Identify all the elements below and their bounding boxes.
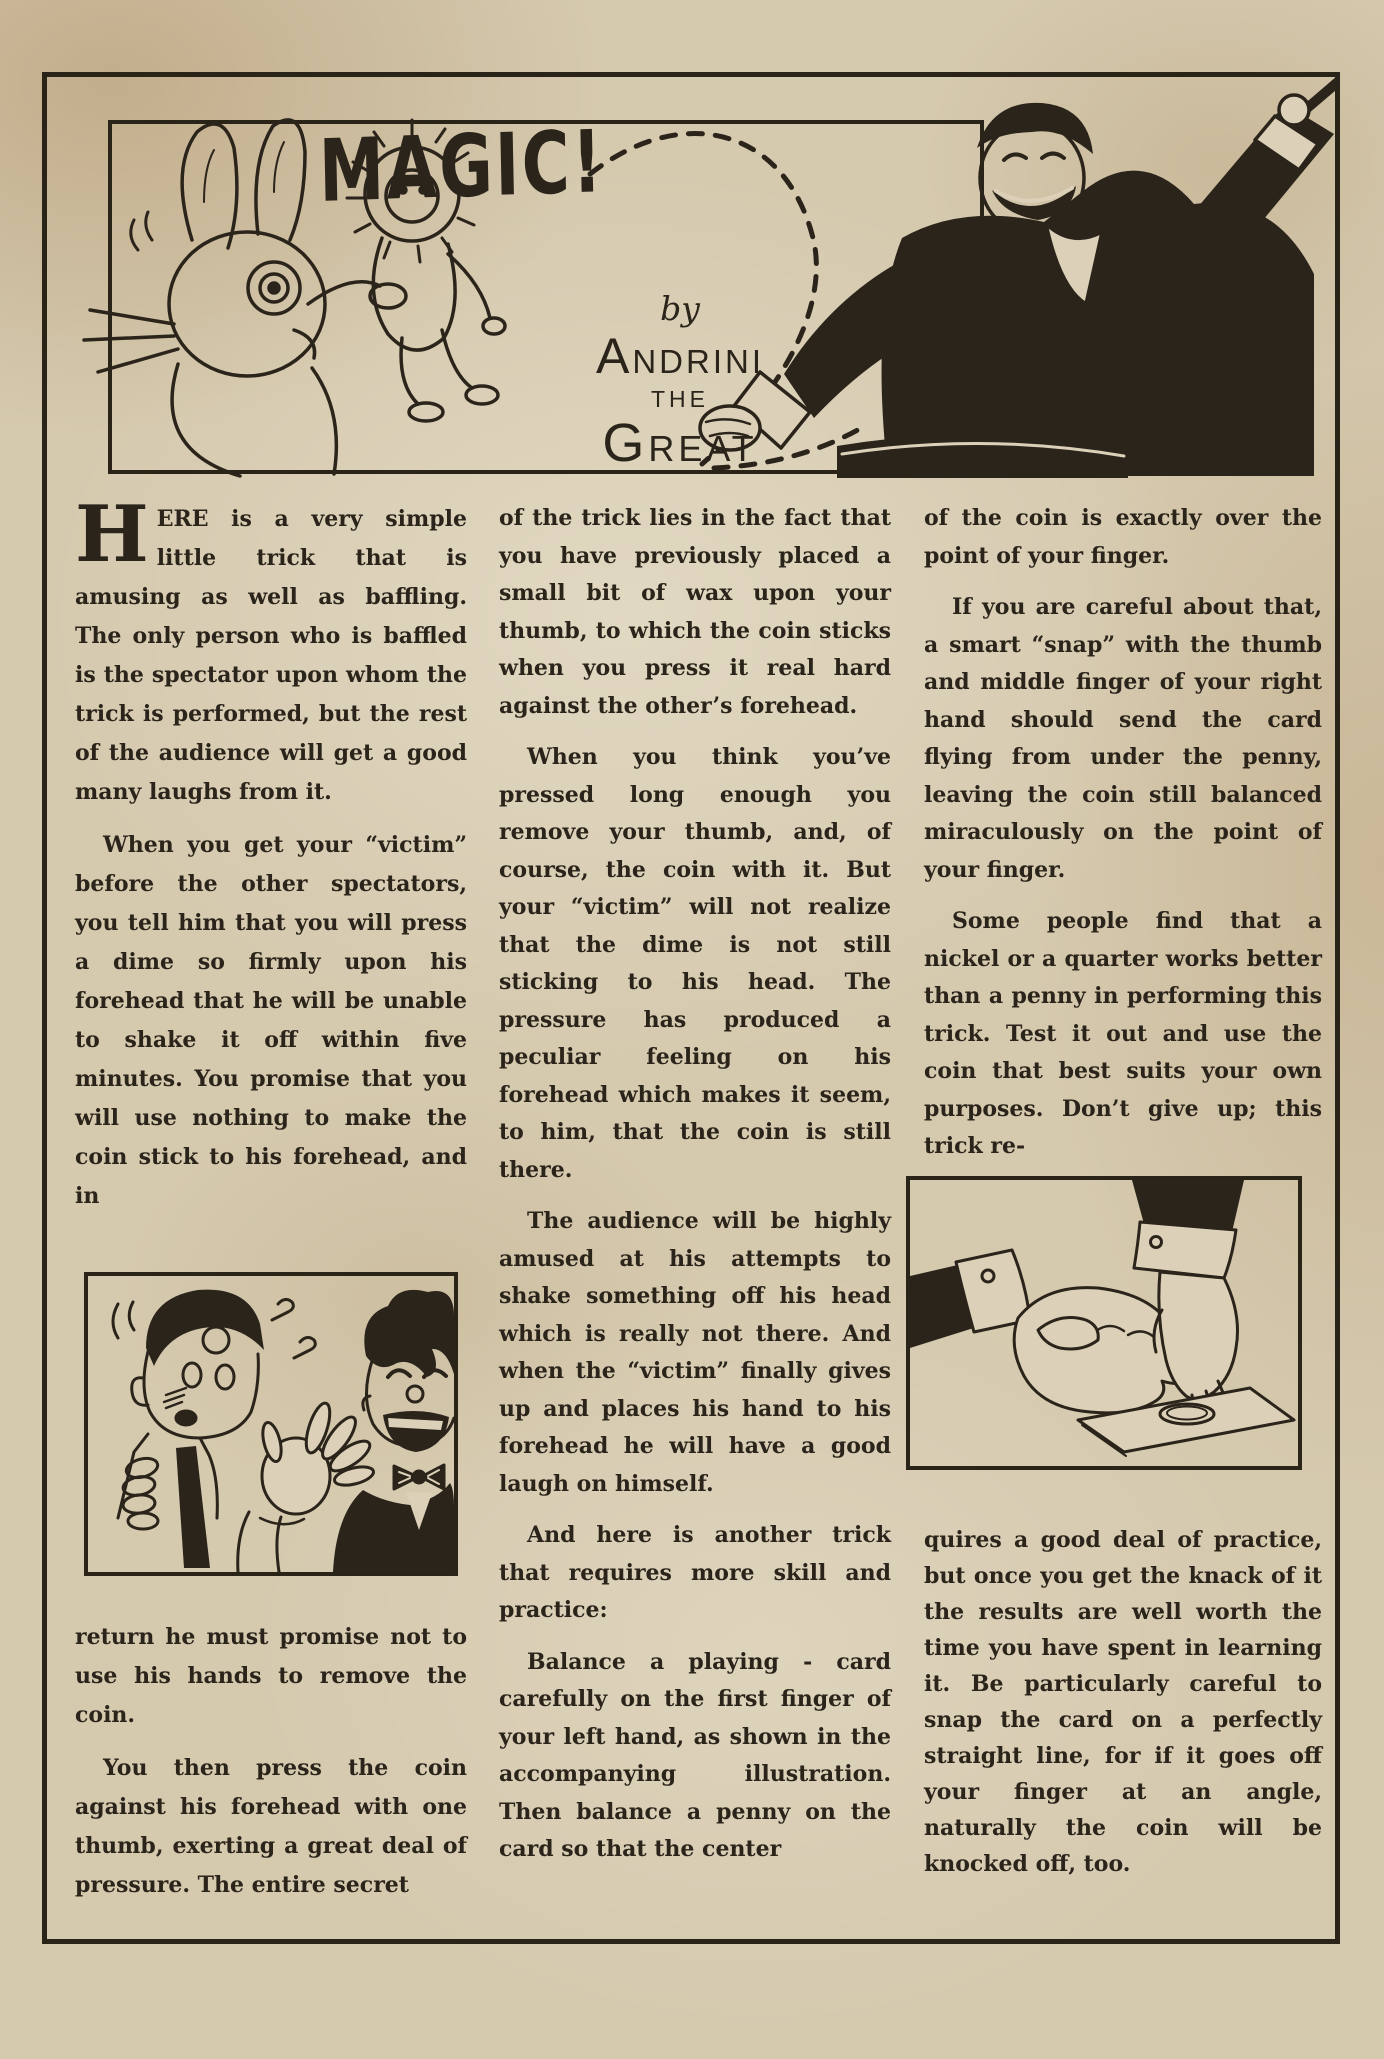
paragraph: The audience will be highly amused at his attempts to shake something off his head which is really not there. And when the “victim” finally gives up and places his hand to his forehead he will have a good laugh on himself. [499, 1208, 891, 1497]
byline-by: by [660, 289, 700, 328]
paragraph: You then press the coin against his forehead with one thumb, exerting a great deal of pressure. The entire secret [75, 1755, 467, 1898]
paragraph: of the coin is exactly over the point of your finger. [924, 505, 1322, 569]
byline-great: GREAT [602, 413, 758, 473]
paragraph: Balance a playing - card carefully on the first finger of your left hand, as shown in the accompanying illustration. Then balance a penny on the card so that the center [499, 1648, 891, 1862]
paragraph: If you are careful about that, a smart “snap” with the thumb and middle finger of your right hand should send the card flying from under the penny, leaving the coin still balanced miraculously on the point of your finger. [924, 594, 1322, 883]
paragraph [75, 489, 467, 812]
column-1-upper [75, 489, 467, 1230]
drop-cap: H [75, 489, 149, 580]
boys-illustration-panel [84, 1272, 458, 1576]
byline-name: ANDRINI [595, 328, 765, 384]
hands-illustration-panel [906, 1176, 1302, 1470]
column-3-lower [924, 1522, 1322, 1896]
surprised-boy [113, 1290, 375, 1572]
column-3-upper [924, 500, 1322, 1180]
paragraph: Some people find that a nickel or a quarter works better than a penny in performing this trick. Test it out and use the coin that best suits your own purposes. Don’t give up; this trick re- [924, 908, 1322, 1159]
paragraph: quires a good deal of practice, but once you get the knack of it the results are well worth the time you have spent in learning it. Be particularly careful to snap the card on a perfectly straight line, for if it goes off your finger at an angle, naturally the coin will be knocked off, too. [924, 1527, 1322, 1877]
hands-balancing-card-and-coin-illustration [910, 1180, 1298, 1466]
paragraph: return he must promise not to use his hands to remove the coin. [75, 1624, 467, 1728]
paragraph: of the trick lies in the fact that you have previously placed a small bit of wax upon your thumb, to which the coin sticks when you press it real hard against the other’s forehead. [499, 505, 891, 719]
byline-the: THE [651, 386, 709, 412]
column-2 [499, 500, 891, 1883]
paragraph-text: ERE is a very simple little trick that is amusing as well as baffling. The only person who is baffled is the spectator upon whom the trick is performed, but the rest of the audience will get a good many laughs from it. [75, 506, 467, 805]
paragraph: And here is another trick that requires more skill and practice: [499, 1522, 891, 1623]
paragraph: When you think you’ve pressed long enough you remove your thumb, and, of course, the coin with it. But your “victim” will not realize that the dime is not still sticking to his head. The pressure has produced a peculiar feeling on his forehead which makes it seem, to him, that the coin is still there. [499, 744, 891, 1183]
column-1-lower [75, 1618, 467, 1919]
magician-illustration [700, 80, 1340, 478]
byline [578, 289, 782, 473]
paragraph: When you get your “victim” before the other spectators, you tell him that you will press a dime so firmly upon his forehead that he will be unable to shake it off within five minutes. You promise that you will use nothing to make the coin stick to his forehead, and in [75, 832, 467, 1209]
magic-title: MAGIC! [318, 112, 605, 222]
surprised-boy-and-laughing-boy-illustration [88, 1276, 454, 1572]
